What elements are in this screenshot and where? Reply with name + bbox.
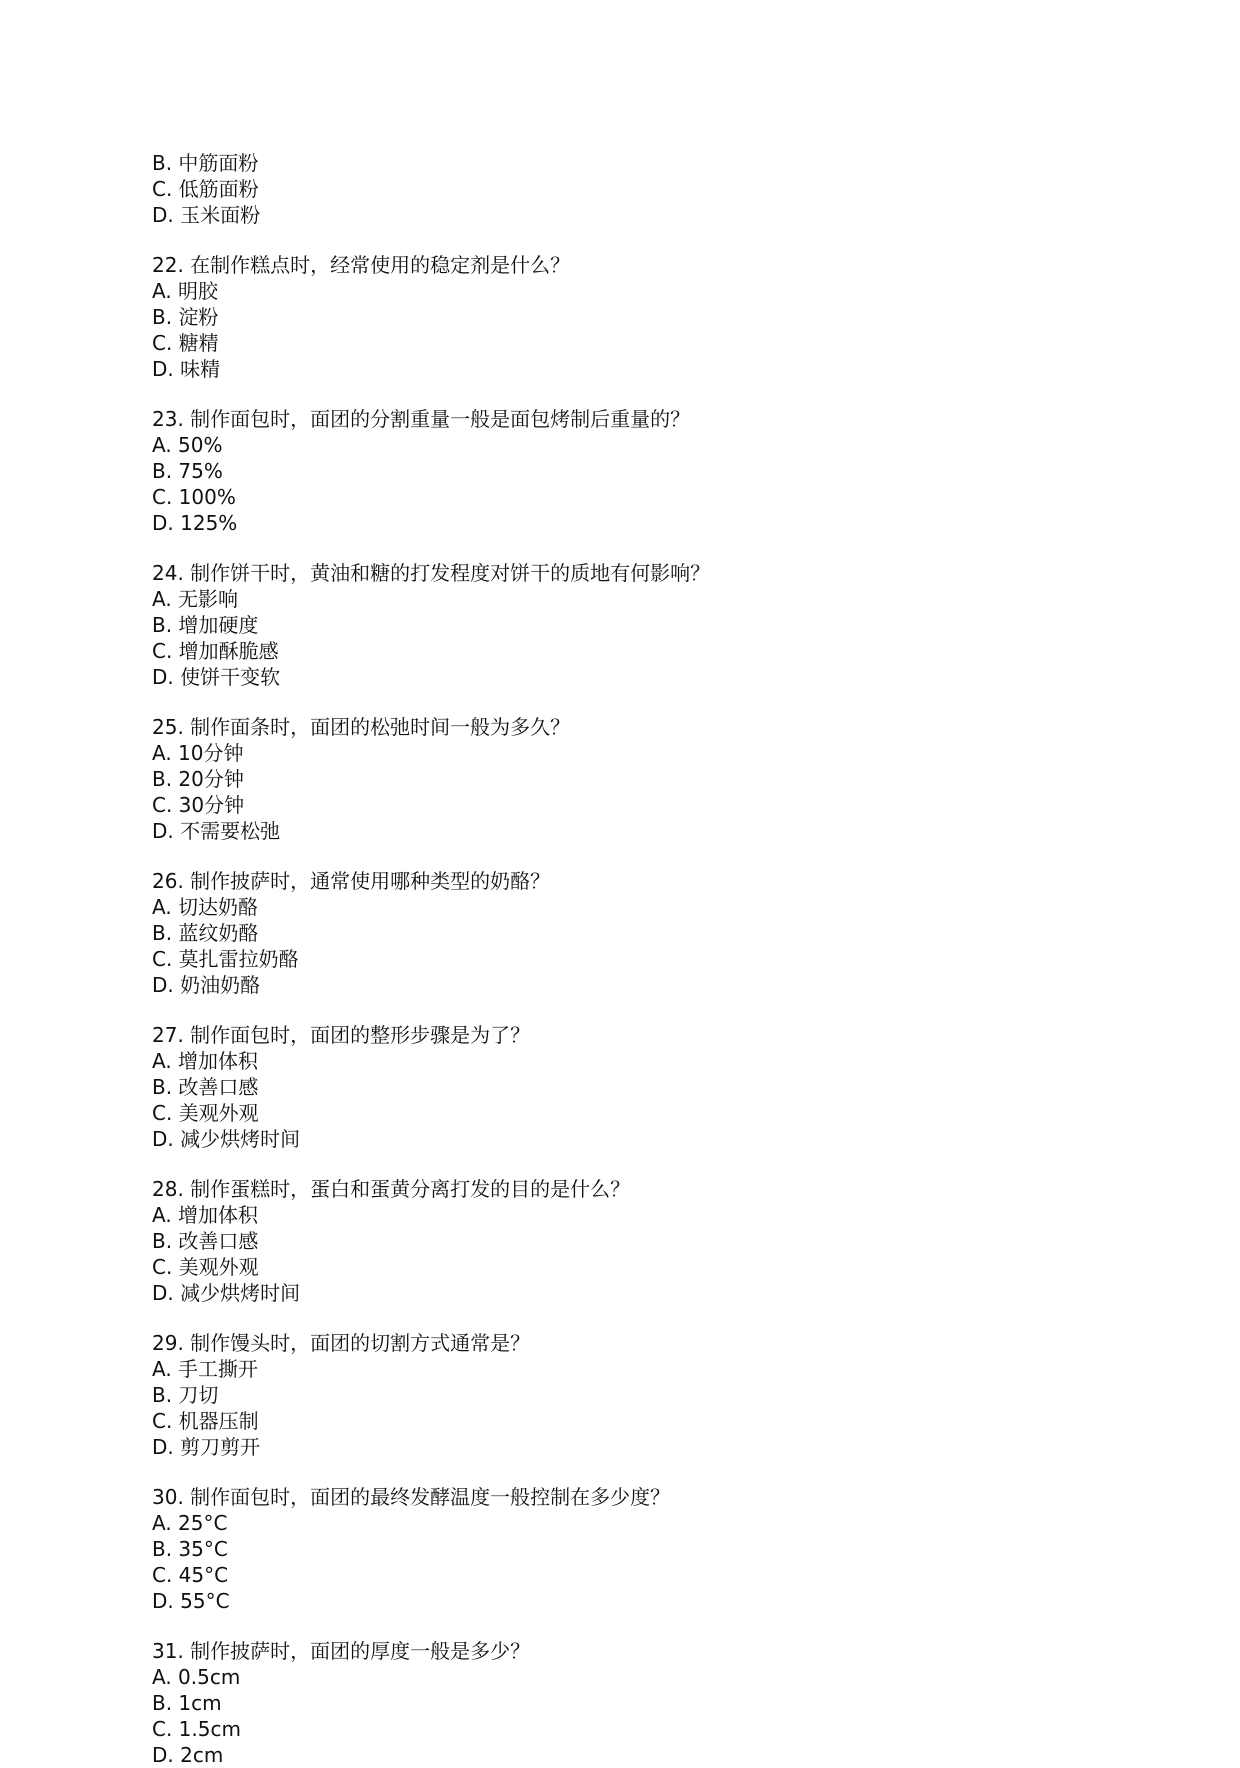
option-line: B. 20分钟 xyxy=(152,767,244,791)
question-text: 25. 制作面条时，面团的松弛时间一般为多久？ xyxy=(152,715,571,739)
question-text: 27. 制作面包时，面团的整形步骤是为了？ xyxy=(152,1023,531,1047)
question-30 xyxy=(152,1484,1152,1614)
question-23 xyxy=(152,406,1152,536)
option-line: C. 糖精 xyxy=(152,331,219,355)
option-line: A. 无影响 xyxy=(152,587,239,611)
question-24 xyxy=(152,560,1152,690)
option-line: C. 30分钟 xyxy=(152,793,245,817)
option-line: A. 增加体积 xyxy=(152,1049,259,1073)
question-29 xyxy=(152,1330,1152,1460)
option-line: A. 50% xyxy=(152,433,223,457)
option-line: C. 美观外观 xyxy=(152,1255,259,1279)
option-line: B. 增加硬度 xyxy=(152,613,259,637)
option-line: B. 35°C xyxy=(152,1537,228,1561)
option-line: B. 改善口感 xyxy=(152,1229,259,1253)
option-line: B. 1cm xyxy=(152,1691,222,1715)
option-line: D. 55°C xyxy=(152,1589,230,1613)
option-line: C. 美观外观 xyxy=(152,1101,259,1125)
option-line: C. 1.5cm xyxy=(152,1717,241,1741)
option-line: D. 味精 xyxy=(152,357,221,381)
option-line: C. 机器压制 xyxy=(152,1409,259,1433)
option-line: A. 25°C xyxy=(152,1511,228,1535)
option-line: B. 75% xyxy=(152,459,223,483)
option-line: D. 剪刀剪开 xyxy=(152,1435,261,1459)
option-line: D. 不需要松弛 xyxy=(152,819,281,843)
option-line: C. 莫扎雷拉奶酪 xyxy=(152,947,299,971)
question-text: 29. 制作馒头时，面团的切割方式通常是？ xyxy=(152,1331,531,1355)
option-line: B. 淀粉 xyxy=(152,305,219,329)
option-line: A. 明胶 xyxy=(152,279,219,303)
question-text: 24. 制作饼干时，黄油和糖的打发程度对饼干的质地有何影响？ xyxy=(152,561,711,585)
option-line: C. 增加酥脆感 xyxy=(152,639,279,663)
option-line: A. 0.5cm xyxy=(152,1665,241,1689)
option-line: C. 低筋面粉 xyxy=(152,177,259,201)
option-line: B. 改善口感 xyxy=(152,1075,259,1099)
option-line: B. 中筋面粉 xyxy=(152,151,259,175)
question-text: 22. 在制作糕点时，经常使用的稳定剂是什么？ xyxy=(152,253,571,277)
option-line: D. 使饼干变软 xyxy=(152,665,281,689)
option-line: A. 增加体积 xyxy=(152,1203,259,1227)
option-line: D. 2cm xyxy=(152,1743,224,1767)
document-page xyxy=(152,150,1152,1768)
option-line: D. 125% xyxy=(152,511,238,535)
option-line: D. 玉米面粉 xyxy=(152,203,261,227)
option-line: A. 10分钟 xyxy=(152,741,244,765)
question-text: 28. 制作蛋糕时，蛋白和蛋黄分离打发的目的是什么？ xyxy=(152,1177,631,1201)
option-line: A. 切达奶酪 xyxy=(152,895,259,919)
question-text: 23. 制作面包时，面团的分割重量一般是面包烤制后重量的？ xyxy=(152,407,691,431)
question-25 xyxy=(152,714,1152,844)
option-line: D. 奶油奶酪 xyxy=(152,973,261,997)
option-line: C. 45°C xyxy=(152,1563,229,1587)
question-27 xyxy=(152,1022,1152,1152)
question-22 xyxy=(152,252,1152,382)
option-line: D. 减少烘烤时间 xyxy=(152,1281,301,1305)
question-text: 31. 制作披萨时，面团的厚度一般是多少？ xyxy=(152,1639,531,1663)
option-line: A. 手工撕开 xyxy=(152,1357,259,1381)
option-line: B. 蓝纹奶酪 xyxy=(152,921,259,945)
option-line: C. 100% xyxy=(152,485,236,509)
option-line: D. 减少烘烤时间 xyxy=(152,1127,301,1151)
question-28 xyxy=(152,1176,1152,1306)
question-26 xyxy=(152,868,1152,998)
question-31 xyxy=(152,1638,1152,1768)
question-text: 26. 制作披萨时，通常使用哪种类型的奶酪？ xyxy=(152,869,551,893)
intro-options xyxy=(152,150,1152,228)
question-text: 30. 制作面包时，面团的最终发酵温度一般控制在多少度？ xyxy=(152,1485,671,1509)
option-line: B. 刀切 xyxy=(152,1383,219,1407)
